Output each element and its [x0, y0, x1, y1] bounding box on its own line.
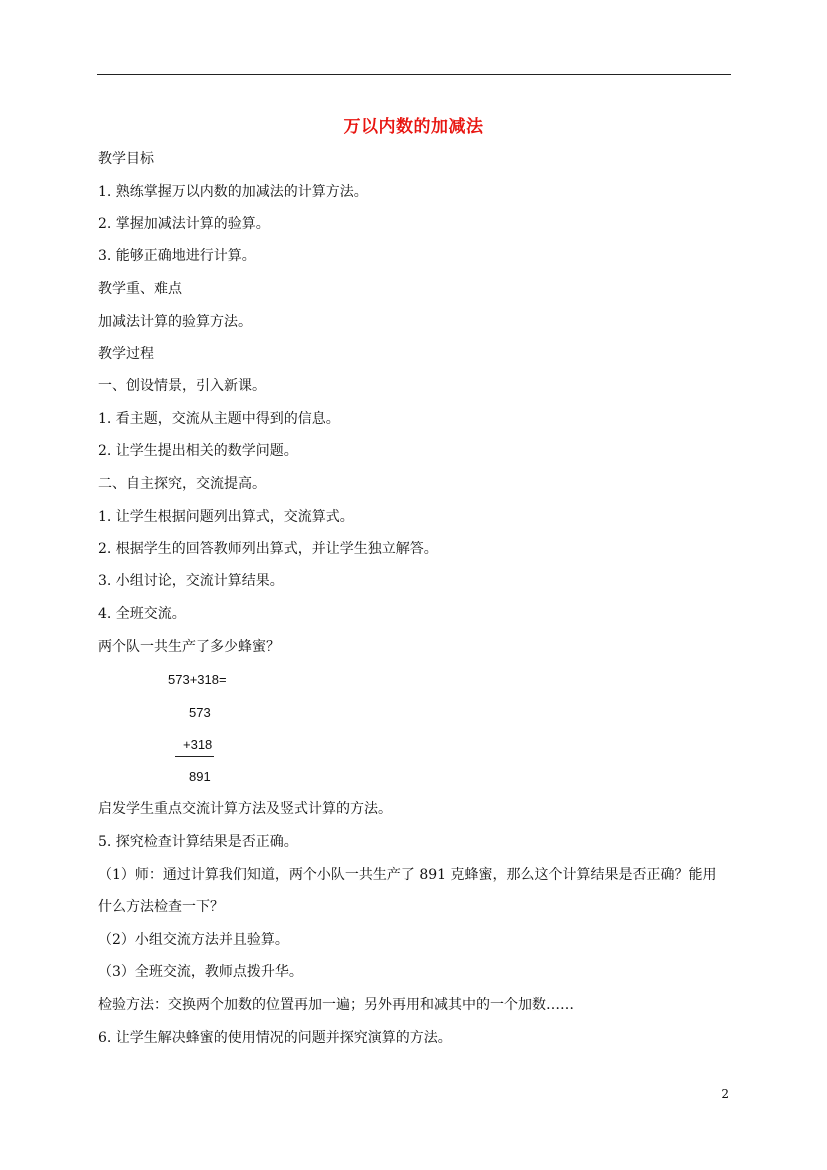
guidance-text: 启发学生重点交流计算方法及竖式计算的方法。 [98, 801, 392, 817]
key-point-text: 加减法计算的验算方法。 [98, 314, 252, 330]
calc-addend-with-plus: +318 [183, 737, 213, 752]
section-heading-process: 教学过程 [98, 346, 154, 362]
calc-equation: 573+318= [168, 672, 227, 687]
process-part-2-step-5: 5. 探究检查计算结果是否正确。 [98, 834, 298, 850]
process-part-2-step-2: 2. 根据学生的回答教师列出算式，并让学生独立解答。 [98, 541, 438, 557]
objective-1: 1. 熟练掌握万以内数的加减法的计算方法。 [98, 184, 368, 200]
objective-3: 3. 能够正确地进行计算。 [98, 248, 256, 264]
group-verification: （2）小组交流方法并且验算。 [98, 932, 289, 948]
calc-sum-line [175, 756, 214, 757]
page-number: 2 [721, 1087, 729, 1101]
teacher-question-line-1: （1）师：通过计算我们知道，两个小队一共生产了 891 克蜂蜜，那么这个计算结果是否正确？能用 [98, 867, 717, 883]
process-part-2-step-4: 4. 全班交流。 [98, 606, 186, 622]
process-part-1-step-1: 1. 看主题，交流从主题中得到的信息。 [98, 411, 340, 427]
calc-result: 891 [189, 769, 211, 784]
process-part-2-step-1: 1. 让学生根据问题列出算式，交流算式。 [98, 509, 354, 525]
class-exchange: （3）全班交流，教师点拨升华。 [98, 964, 303, 980]
process-part-1-step-2: 2. 让学生提出相关的数学问题。 [98, 443, 298, 459]
process-part-2-heading: 二、自主探究，交流提高。 [98, 476, 266, 492]
section-heading-key-points: 教学重、难点 [98, 281, 182, 297]
section-heading-objectives: 教学目标 [98, 151, 154, 167]
process-part-2-step-6: 6. 让学生解决蜂蜜的使用情况的问题并探究演算的方法。 [98, 1030, 452, 1046]
calc-addend: 573 [189, 705, 211, 720]
header-rule [97, 74, 731, 75]
honey-question: 两个队一共生产了多少蜂蜜？ [98, 639, 280, 655]
process-part-2-step-3: 3. 小组讨论，交流计算结果。 [98, 573, 284, 589]
document-title: 万以内数的加减法 [343, 117, 484, 137]
objective-2: 2. 掌握加减法计算的验算。 [98, 216, 270, 232]
process-part-1-heading: 一、创设情景，引入新课。 [98, 378, 266, 394]
teacher-question-line-2: 什么方法检查一下？ [98, 899, 224, 915]
verification-method: 检验方法：交换两个加数的位置再加一遍；另外再用和减其中的一个加数…… [98, 997, 574, 1013]
